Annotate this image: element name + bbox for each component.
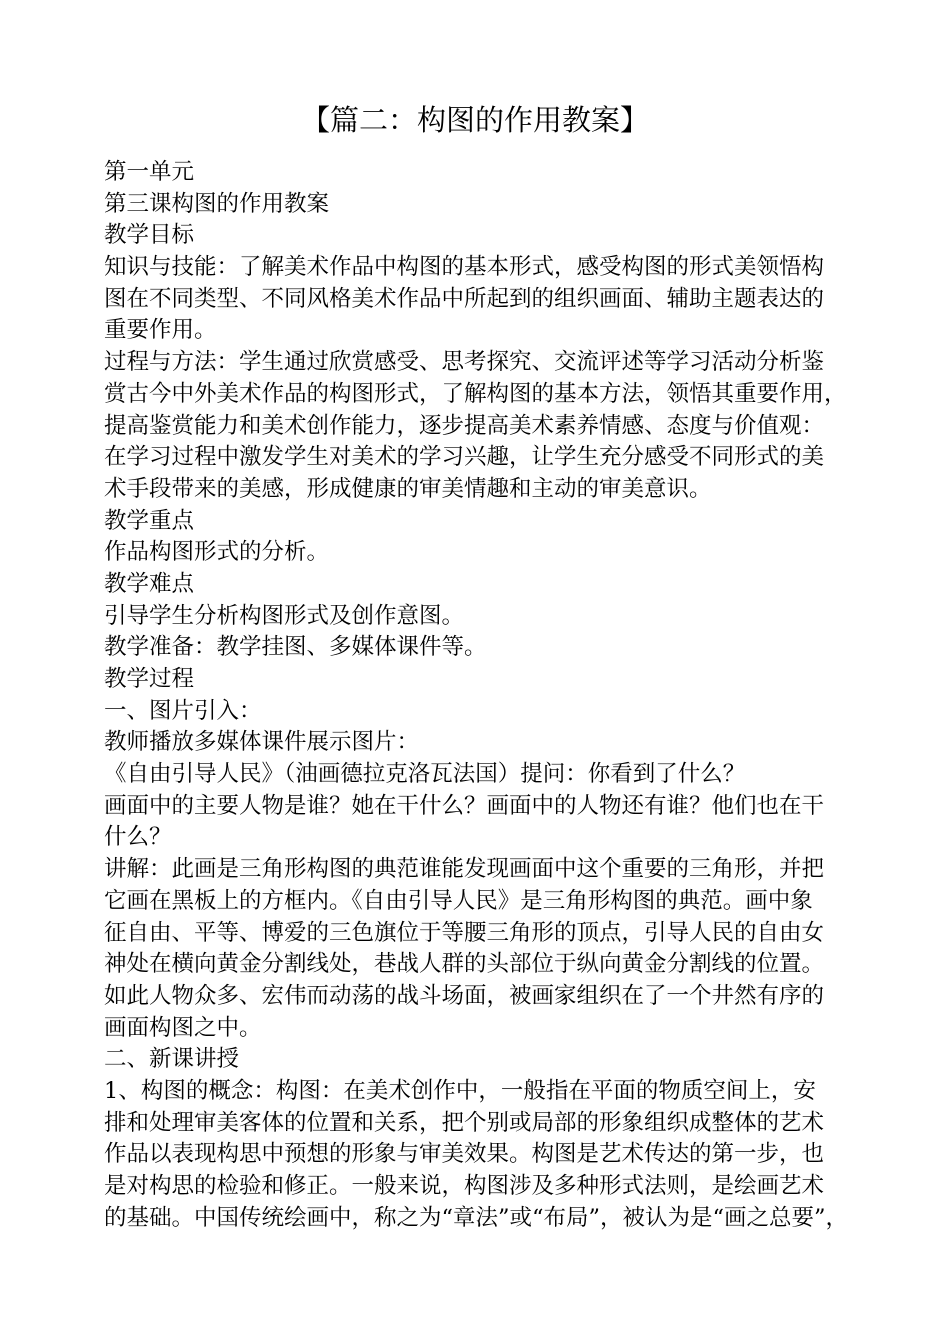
- text-line: 是对构思的检验和修正。一般来说，构图涉及多种形式法则，是绘画艺术: [104, 1173, 825, 1199]
- text-line: 术手段带来的美感，形成健康的审美情趣和主动的审美意识。: [104, 475, 712, 502]
- text-line: 画面中的主要人物是谁？她在干什么？画面中的人物还有谁？他们也在干: [104, 792, 825, 819]
- text-line: 它画在黑板上的方框内。《自由引导人民》是三角形构图的典范。画中象: [104, 887, 813, 914]
- text-line: 教学过程: [104, 666, 195, 692]
- text-line: 重要作用。: [104, 317, 217, 344]
- text-line: 赏古今中外美术作品的构图形式，了解构图的基本方法，领悟其重要作用，: [104, 380, 847, 407]
- text-line: 教学目标: [104, 222, 195, 249]
- text-line: 知识与技能：了解美术作品中构图的基本形式，感受构图的形式美领悟构: [104, 254, 825, 281]
- document-title: 【篇二：构图的作用教案】: [300, 103, 649, 137]
- text-line: 第一单元: [104, 159, 195, 185]
- text-line: 第三课构图的作用教案: [104, 190, 330, 217]
- text-line: 教师播放多媒体课件展示图片：: [104, 729, 420, 756]
- text-line: 教学难点: [104, 570, 195, 597]
- text-line: 提高鉴赏能力和美术创作能力，逐步提高美术素养情感、态度与价值观：: [104, 412, 825, 439]
- text-line: 的基础。中国传统绘画中，称之为“章法”或“布局”，被认为是“画之总要”，: [104, 1204, 849, 1231]
- text-line: 排和处理审美客体的位置和关系，把个别或局部的形象组织成整体的艺术: [104, 1109, 825, 1136]
- document-body: [104, 157, 854, 1234]
- text-line: 征自由、平等、博爱的三色旗位于等腰三角形的顶点，引导人民的自由女: [104, 919, 825, 946]
- text-line: 《自由引导人民》（油画德拉克洛瓦法国）提问：你看到了什么？: [104, 761, 746, 788]
- text-line: 讲解：此画是三角形构图的典范谁能发现画面中这个重要的三角形，并把: [104, 856, 825, 883]
- text-line: 一、图片引入：: [104, 697, 262, 724]
- text-line: 二、新课讲授: [104, 1046, 240, 1073]
- text-line: 作品构图形式的分析。: [104, 539, 330, 566]
- text-line: 1、构图的概念：构图：在美术创作中，一般指在平面的物质空间上，安: [104, 1077, 816, 1104]
- text-line: 教学重点: [104, 507, 195, 534]
- text-line: 引导学生分析构图形式及创作意图。: [104, 602, 465, 629]
- text-line: 教学准备：教学挂图、多媒体课件等。: [104, 634, 487, 661]
- text-line: 画面构图之中。: [104, 1014, 262, 1041]
- text-line: 什么？: [104, 824, 172, 851]
- text-line: 在学习过程中激发学生对美术的学习兴趣，让学生充分感受不同形式的美: [104, 444, 825, 471]
- text-line: 神处在横向黄金分割线处，巷战人群的头部位于纵向黄金分割线的位置。: [104, 951, 825, 978]
- text-line: 过程与方法：学生通过欣赏感受、思考探究、交流评述等学习活动分析鉴: [104, 349, 825, 376]
- text-line: 如此人物众多、宏伟而动荡的战斗场面，被画家组织在了一个井然有序的: [104, 982, 825, 1009]
- text-line: 作品以表现构思中预想的形象与审美效果。构图是艺术传达的第一步，也: [104, 1141, 825, 1168]
- text-line: 图在不同类型、不同风格美术作品中所起到的组织画面、辅助主题表达的: [104, 285, 825, 312]
